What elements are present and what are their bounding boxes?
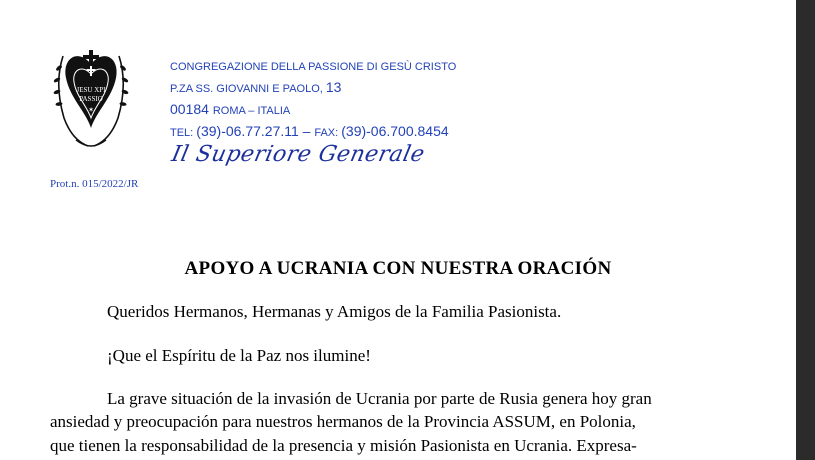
vertical-scrollbar[interactable] xyxy=(796,0,815,460)
letterhead-block xyxy=(170,57,456,143)
superior-general-signature: Il Superiore Generale xyxy=(169,142,428,167)
contact-phone-fax: TEL: (39)-06.77.27.11 – FAX: (39)-06.700.8454 xyxy=(170,123,449,139)
greeting-paragraph: Queridos Hermanos, Hermanas y Amigos de la Familia Pasionista. xyxy=(107,302,562,321)
congregation-name: CONGREGAZIONE DELLA PASSIONE DI GESÙ CRISTO xyxy=(170,61,457,73)
svg-text:PASSIO: PASSIO xyxy=(79,95,103,103)
body-paragraph-line: ansiedad y preocupación para nuestros hermanos de la Provincia ASSUM, en Polonia, xyxy=(50,412,636,431)
body-paragraph-line: La grave situación de la invasión de Ucrania por parte de Rusia genera hoy gran xyxy=(107,389,652,408)
address-city: 00184 ROMA – ITALIA xyxy=(170,101,291,117)
body-paragraph-line: que tienen la responsabilidad de la presencia y misión Pasionista en Ucrania. Expresa- xyxy=(50,436,637,455)
protocol-number: Prot.n. 015/2022/JR xyxy=(50,178,139,190)
svg-text:✶: ✶ xyxy=(88,106,94,114)
document-title: APOYO A UCRANIA CON NUESTRA ORACIÓN xyxy=(184,258,612,279)
passionist-emblem-logo xyxy=(48,44,134,156)
invocation-paragraph: ¡Que el Espíritu de la Paz nos ilumine! xyxy=(107,346,371,365)
svg-text:JESU XPI: JESU XPI xyxy=(76,86,106,94)
address-street: P.ZA SS. GIOVANNI E PAOLO, 13 xyxy=(170,79,342,95)
